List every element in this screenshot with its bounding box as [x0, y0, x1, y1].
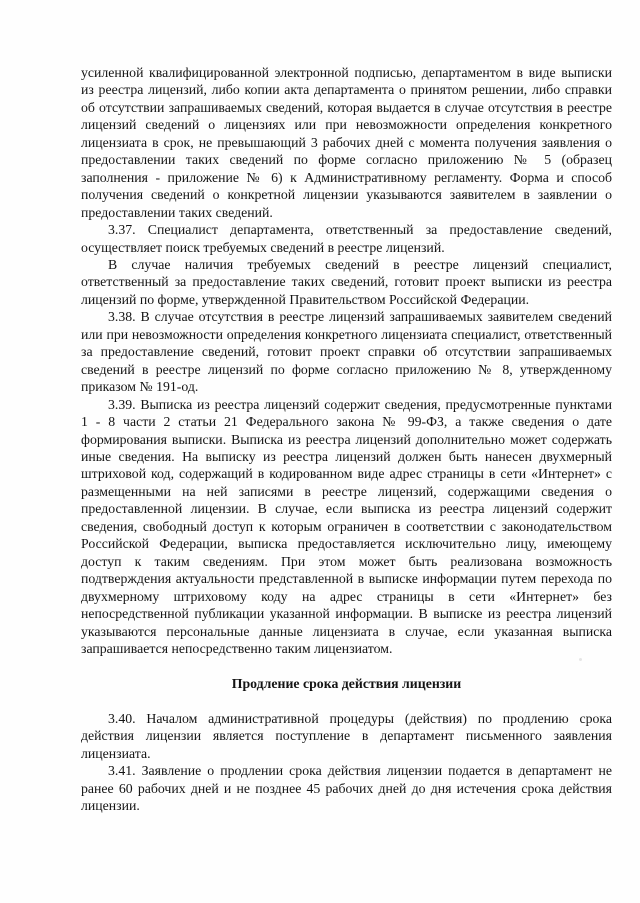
- paragraph-continuation: усиленной квалифицированной электронной подписью, департаментом в виде выписки из реестра лицензий, либо копии акта департамента о принятом решении, либо справки об отсутствии запрашиваемых сведений, которая выдается в случае отсутствия в реестре лицензий сведений о лицензиях или при невозможности определения конкретного лицензиата в срок, не превышающий 3 рабочих дней с момента получения заявления о предоставлении таких сведений по форме согласно приложению № 5 (образец заполнения - приложение № 6) к Административному регламенту. Форма и способ получения сведений о конкретной лицензии указываются заявителем в заявлении о предоставлении таких сведений.: [81, 65, 612, 220]
- paragraph-3-41: 3.41. Заявление о продлении срока действия лицензии подается в департамент не ранее 60 рабочих дней и не позднее 45 рабочих дней до дня истечения срока действия лицензии.: [81, 763, 612, 814]
- paragraph-3-38: 3.38. В случае отсутствия в реестре лицензий запрашиваемых заявителем сведений или при невозможности определения конкретного лицензиата специалист, ответственный за предоставление сведений, готовит проект справки об отсутствии запрашиваемых сведений в реестре лицензий по форме согласно приложению № 8, утвержденному приказом № 191-од.: [81, 309, 612, 395]
- section-heading: Продление срока действия лицензии: [231, 676, 462, 692]
- document-body: [81, 64, 612, 815]
- paragraph-3-37-extract: В случае наличия требуемых сведений в реестре лицензий специалист, ответственный за предоставление таких сведений, готовит проект выписки из реестра лицензий по форме, утвержденной Правительством Российской Федерации.: [81, 256, 612, 307]
- paragraph-3-40: 3.40. Началом административной процедуры (действия) по продлению срока действия лицензии является поступление в департамент письменного заявления лицензиата.: [81, 710, 612, 761]
- paragraph-3-37: 3.37. Специалист департамента, ответственный за предоставление сведений, осуществляет поиск требуемых сведений в реестре лицензий.: [81, 222, 612, 255]
- paragraph-3-39: 3.39. Выписка из реестра лицензий содержит сведения, предусмотренные пунктами 1 - 8 части 2 статьи 21 Федерального закона № 99-ФЗ, а также сведения о дате формирования выписки. Выписка из реестра лицензий дополнительно может содержать иные сведения. На выписку из реестра лицензий должен быть нанесен двухмерный штриховой код, содержащий в кодированном виде адрес страницы в сети «Интернет» с размещенными на ней записями в реестре лицензий, содержащими сведения о предоставленной лицензии. В случае, если выписка из реестра лицензий содержит сведения, свободный доступ к которым ограничен в соответствии с законодательством Российской Федерации, выписка предоставляется исключительно лицу, имеющему доступ к таким сведениям. При этом может быть реализована возможность подтверждения актуальности представленной в выписке информации путем перехода по двухмерному штриховому коду на адрес страницы в сети «Интернет» без непосредственной публикации указанной информации. В выписке из реестра лицензий указываются персональные данные лицензиата в случае, если указанная выписка запрашивается непосредственно таким лицензиатом.: [81, 396, 612, 656]
- scan-speck: [579, 658, 582, 661]
